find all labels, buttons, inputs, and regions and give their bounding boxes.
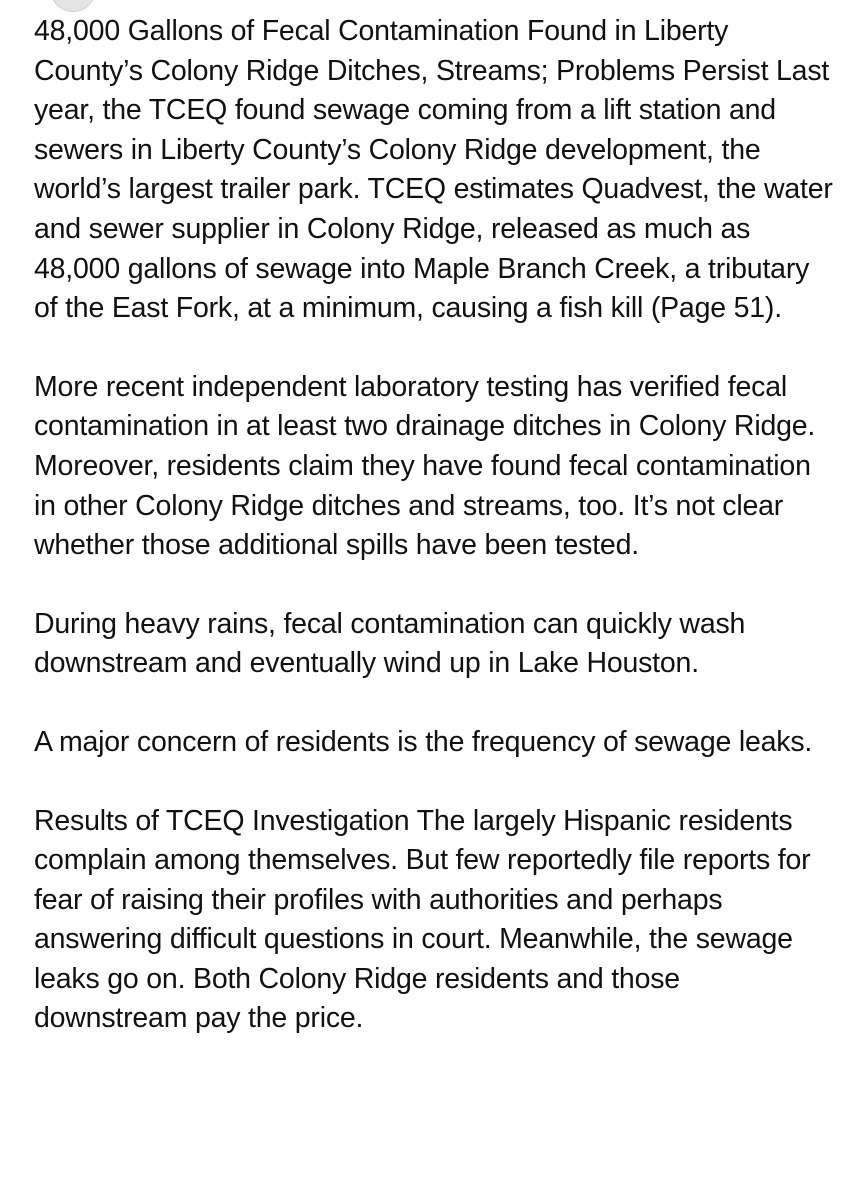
article-paragraph: During heavy rains, fecal contamination can quickly wash downstream and eventually wind up in Lake Houston.	[34, 607, 746, 680]
article-text	[34, 12, 834, 1039]
article-paragraph: A major concern of residents is the frequency of sewage leaks.	[34, 725, 813, 758]
article-paragraph: 48,000 Gallons of Fecal Contamination Found in Liberty County’s Colony Ridge Ditches, Streams; Problems Persist Last year, the TCEQ found sewage coming from a lift station and sewers in Liberty County’s Colony Ridge development, the world’s largest trailer park. TCEQ estimates Quadvest, the water and sewer supplier in Colony Ridge, released as much as 48,000 gallons of sewage into Maple Branch Creek, a tributary of the East Fork, at a minimum, causing a fish kill (Page 51).	[34, 15, 833, 325]
article-paragraph: Results of TCEQ Investigation The largely Hispanic residents complain among themselves. But few reportedly file reports for fear of raising their profiles with authorities and perhaps answering difficult questions in court. Meanwhile, the sewage leaks go on. Both Colony Ridge residents and those downstream pay the price.	[34, 804, 811, 1035]
article-paragraph: More recent independent laboratory testing has verified fecal contamination in at least two drainage ditches in Colony Ridge. Moreover, residents claim they have found fecal contamination in other Colony Ridge ditches and streams, too. It’s not clear whether those additional spills have been tested.	[34, 370, 816, 562]
avatar	[50, 0, 96, 12]
